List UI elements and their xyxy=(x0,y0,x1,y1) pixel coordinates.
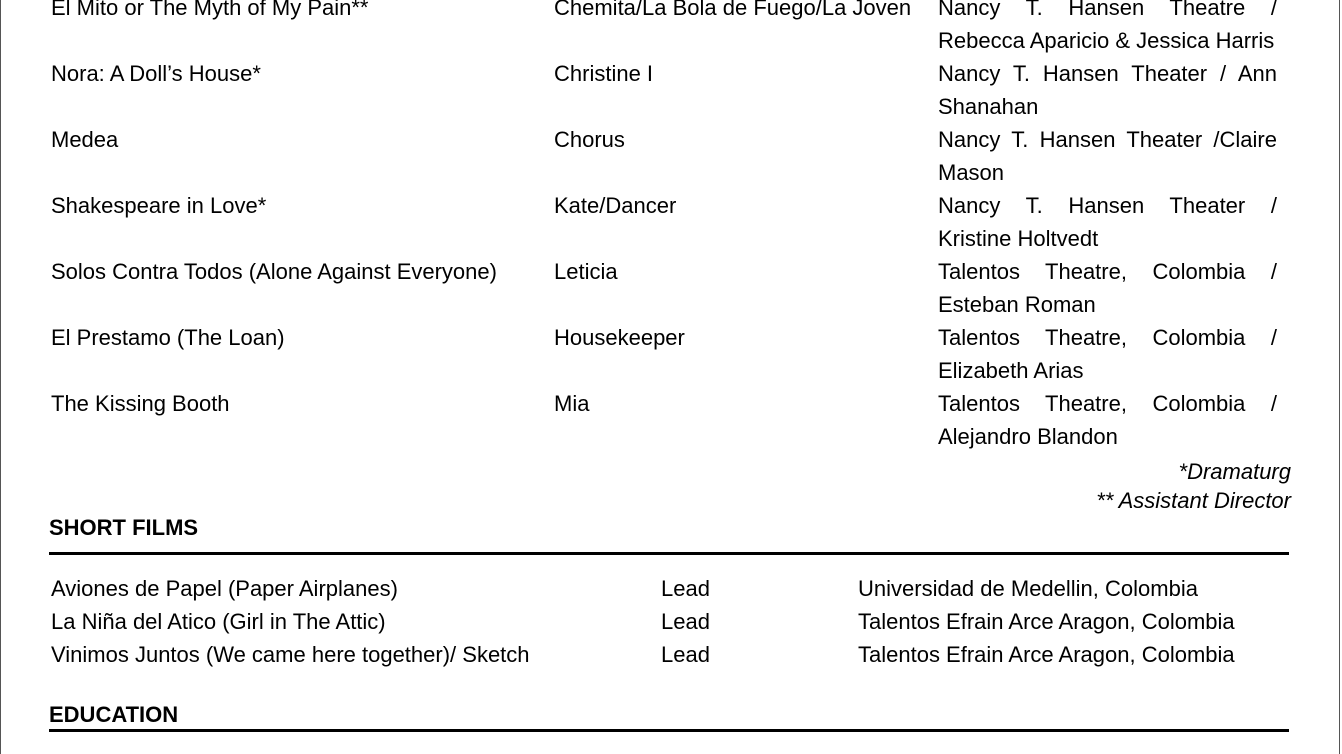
credit-role: Christine I xyxy=(554,61,654,86)
table-row xyxy=(51,123,1277,189)
film-role: Lead xyxy=(661,609,710,634)
credit-title: Solos Contra Todos (Alone Against Everyone) xyxy=(51,259,497,284)
credit-role: Chemita/La Bola de Fuego/La Joven xyxy=(554,0,912,20)
credit-title: El Mito or The Myth of My Pain** xyxy=(51,0,369,20)
credit-role: Mia xyxy=(554,391,590,416)
credit-venue: Nancy T. Hansen Theatre / Rebecca Aparicio & Jessica Harris xyxy=(938,0,1277,53)
credit-title: El Prestamo (The Loan) xyxy=(51,325,285,350)
table-row xyxy=(51,57,1277,123)
assistant-director-note: ** Assistant Director xyxy=(1096,488,1291,513)
film-venue: Talentos Efrain Arce Aragon, Colombia xyxy=(858,642,1235,667)
table-row xyxy=(51,189,1277,255)
credit-role: Housekeeper xyxy=(554,325,685,350)
credit-title: Nora: A Doll’s House* xyxy=(51,61,261,86)
film-title: Aviones de Papel (Paper Airplanes) xyxy=(51,576,398,601)
film-role: Lead xyxy=(661,576,710,601)
table-row xyxy=(51,255,1277,321)
table-row xyxy=(51,321,1277,387)
credit-venue: Nancy T. Hansen Theater / Kristine Holtvedt xyxy=(938,193,1277,251)
film-role: Lead xyxy=(661,642,710,667)
footnotes xyxy=(1096,457,1291,515)
section-divider xyxy=(49,552,1289,555)
table-row xyxy=(51,0,1277,57)
credit-role: Leticia xyxy=(554,259,618,284)
film-venue: Universidad de Medellin, Colombia xyxy=(858,576,1198,601)
stage-credits-table xyxy=(51,0,1277,453)
film-venue: Talentos Efrain Arce Aragon, Colombia xyxy=(858,609,1235,634)
dramaturg-note: *Dramaturg xyxy=(1178,459,1291,484)
credit-venue: Nancy T. Hansen Theater /Claire Mason xyxy=(938,127,1277,185)
credit-title: The Kissing Booth xyxy=(51,391,230,416)
credit-title: Shakespeare in Love* xyxy=(51,193,267,218)
education-heading: EDUCATION xyxy=(49,702,179,727)
credit-title: Medea xyxy=(51,127,119,152)
credit-role: Chorus xyxy=(554,127,625,152)
table-row xyxy=(51,387,1277,453)
credit-role: Kate/Dancer xyxy=(554,193,677,218)
credit-venue: Talentos Theatre, Colombia / Elizabeth Arias xyxy=(938,325,1277,383)
credit-venue: Talentos Theatre, Colombia / Esteban Roman xyxy=(938,259,1277,317)
short-films-heading: SHORT FILMS xyxy=(49,515,199,540)
credit-venue: Talentos Theatre, Colombia / Alejandro Blandon xyxy=(938,391,1277,449)
section-divider xyxy=(49,729,1289,732)
film-title: Vinimos Juntos (We came here together)/ Sketch xyxy=(51,642,530,667)
credit-venue: Nancy T. Hansen Theater / Ann Shanahan xyxy=(938,61,1277,119)
film-title: La Niña del Atico (Girl in The Attic) xyxy=(51,609,386,634)
